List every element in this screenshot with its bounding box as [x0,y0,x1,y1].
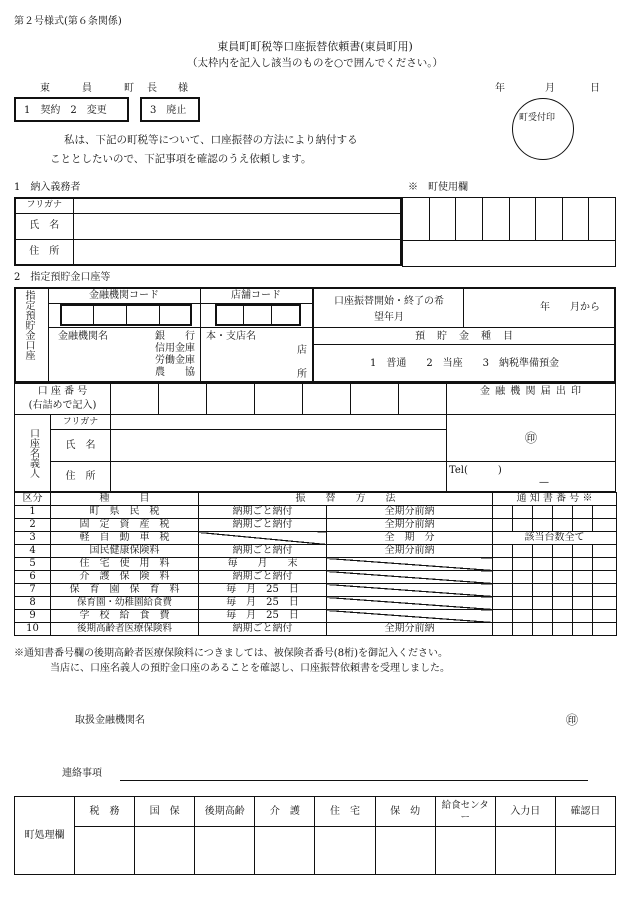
holder-address-field[interactable] [111,462,447,492]
header-notice-no: 通 知 書 番 号 ※ [493,493,617,506]
intro-line-1: 私は、下記の町税等について、口座振替の方法により納付する [64,134,358,146]
holder-furigana-field[interactable] [111,415,447,430]
month-from-label[interactable]: 年 月から [540,302,600,313]
tax-table [14,492,617,636]
holder-address-label: 住 所 [51,462,111,492]
holder-side-label: 口座名義人 [27,428,39,478]
method-blank [327,610,493,623]
deposit-type-label: 預 貯 金 種 目 [415,331,514,342]
row-no: 1 [15,506,51,519]
row-item: 住 宅 使 用 料 [51,558,199,571]
account-digit[interactable] [303,384,351,415]
header-item: 種 目 [51,493,199,506]
tel-dash: — [539,476,549,488]
office-col: 保 幼 [375,797,435,827]
office-col: 入力日 [495,797,555,827]
note-2: 当店に、口座名義人の預貯金口座のあることを確認し、口座振替依頼書を受理しました。 [50,663,450,674]
header-method: 振 替 方 法 [199,493,493,506]
contact-line[interactable] [120,780,588,781]
method-option-2[interactable]: 全期分前納 [327,506,493,519]
page-title: 東員町町税等口座振替依頼書(東員町用) [217,40,413,53]
branch-suffix-1: 店 [297,345,307,356]
form-number: 第２号様式(第６条関係) [14,16,122,27]
date-year-label: 年 [495,83,505,94]
bank-name-label: 金融機関名 [58,331,108,342]
row-item: 介 護 保 険 料 [51,571,199,584]
furigana-field[interactable] [73,198,401,213]
section1-title: 1 納入義務者 [14,182,81,193]
holder-name-label: 氏 名 [51,430,111,462]
addressee-5: 様 [178,83,188,94]
method-option[interactable]: 納期ごと納付 [199,506,327,519]
tel-label[interactable]: Tel( ) [449,464,502,476]
row-no: 10 [15,623,51,636]
addressee-1: 東 [40,83,50,94]
contract-box-label: 1 契約 2 変更 [24,105,107,116]
office-col: 後期高齢 [195,797,255,827]
method-option[interactable]: 納期ごと納付 [199,623,327,636]
row-no: 7 [15,584,51,597]
town-use-table [402,197,616,267]
account-digit[interactable] [159,384,207,415]
method-blank [327,584,493,597]
note-1: ※通知書番号欄の後期高齢者医療保険料につきましては、被保険者番号(8桁)を御記入ください。 [14,648,448,659]
account-number-table [14,383,616,415]
row-item: 町 県 民 税 [51,506,199,519]
row-no: 5 [15,558,51,571]
method-option[interactable]: 納期ごと納付 [199,545,327,558]
address-label: 住 所 [15,239,73,265]
account-digit[interactable] [207,384,255,415]
table-row [15,623,617,636]
row-item: 軽 自 動 車 税 [51,532,199,545]
method-option-2[interactable]: 全期分前納 [327,545,493,558]
table-row [15,545,617,558]
bank-type-2: 信用金庫 [155,343,195,354]
account-number-title: 口 座 番 号 [37,386,88,397]
addressee-2: 員 [82,83,92,94]
table-row [15,610,617,623]
address-field[interactable] [73,239,401,265]
addressee-4: 長 [147,83,157,94]
account-digit[interactable] [255,384,303,415]
row-item: 国民健康保険料 [51,545,199,558]
bank-seal-label: 金 融 機 関 届 出 印 [447,384,616,415]
account-number-note: (右詰めで記入) [28,400,97,411]
holder-name-field[interactable] [111,430,447,462]
branch-code-label: 店舗コード [231,290,281,301]
row-no: 6 [15,571,51,584]
office-col: 住 宅 [315,797,375,827]
contract-box[interactable] [14,97,129,122]
branch-name-label: 本・支店名 [206,331,256,342]
account-digit[interactable] [351,384,399,415]
table-row [15,506,617,519]
addressee-3: 町 [124,83,134,94]
name-label: 氏 名 [15,213,73,239]
branch-suffix-2: 所 [297,369,307,380]
table-row [15,558,617,571]
branch-code-field[interactable] [215,304,301,326]
method-option[interactable]: 毎 月 25 日 [199,584,327,597]
town-use-label: ※ 町使用欄 [408,182,468,193]
row-no: 2 [15,519,51,532]
table-row [15,532,617,545]
cancel-box-label: 3 廃止 [150,105,187,116]
method-blank [327,571,493,584]
row-no: 9 [15,610,51,623]
stamp-label: 町受付印 [519,113,556,123]
account-digit[interactable] [399,384,447,415]
reception-stamp-circle [512,98,574,160]
method-option[interactable]: 毎 月 25 日 [199,610,327,623]
header-category: 区分 [15,493,51,506]
start-end-label: 口座振替開始・終了の希望年月 [334,296,444,323]
row-item: 学 校 給 食 費 [51,610,199,623]
name-field[interactable] [73,213,401,239]
method-option-2[interactable]: 全期分前納 [327,519,493,532]
method-option[interactable]: 毎 月 末 [199,558,327,571]
holder-table [14,414,616,492]
method-blank [199,532,327,545]
method-option[interactable]: 毎 月 25 日 [199,597,327,610]
furigana-label: フリガナ [15,198,73,213]
office-col: 給食センター [435,797,495,827]
method-blank [327,558,493,571]
row-item: 後期高齢者医療保険料 [51,623,199,636]
bank-code-label: 金融機関コード [89,290,159,301]
office-col: 確認日 [555,797,615,827]
all-cars-label: 該当台数全て [493,532,617,545]
method-option-2[interactable]: 全期分前納 [327,623,493,636]
cancel-box[interactable] [140,97,200,122]
method-blank [327,597,493,610]
intro-line-2: こととしたいので、下記事項を確認のうえ依頼します。 [50,153,312,165]
row-item: 保 育 園 保 育 料 [51,584,199,597]
method-option[interactable]: 納期ごと納付 [199,571,327,584]
payer-table [14,197,402,266]
method-option-2[interactable]: 全 期 分 [327,532,493,545]
table-row [15,584,617,597]
section2-title: 2 指定預貯金口座等 [14,272,111,283]
account-number-label [15,384,111,415]
office-col: 国 保 [135,797,195,827]
handler-seal-mark: ㊞ [566,713,579,727]
contact-label: 連絡事項 [62,768,102,779]
holder-furigana-label: フリガナ [51,415,111,430]
row-item: 保育園・幼稚園給食費 [51,597,199,610]
account-side-label: 指定預貯金口座 [23,290,34,360]
office-col: 税 務 [75,797,135,827]
row-no: 4 [15,545,51,558]
office-col: 介 護 [255,797,315,827]
date-day-label: 日 [590,83,600,94]
bank-type-3: 労働金庫 [155,355,195,366]
table-row [15,519,617,532]
subtitle: （太枠内を記入し該当のものを○で囲んでください。） [187,57,443,69]
seal-mark: ㊞ [447,415,616,462]
bank-type-1: 銀 行 [155,331,195,342]
deposit-options[interactable]: 1 普通 2 当座 3 納税準備預金 [369,358,560,369]
table-row [15,571,617,584]
method-option[interactable]: 納期ごと納付 [199,519,327,532]
office-label: 町処理欄 [15,797,75,875]
bank-type-4: 農 協 [155,367,195,378]
row-item: 固 定 資 産 税 [51,519,199,532]
account-digit[interactable] [111,384,159,415]
office-table [14,796,616,875]
handler-bank-label: 取扱金融機関名 [75,715,145,726]
row-no: 3 [15,532,51,545]
date-month-label: 月 [545,83,555,94]
table-row [15,597,617,610]
row-no: 8 [15,597,51,610]
